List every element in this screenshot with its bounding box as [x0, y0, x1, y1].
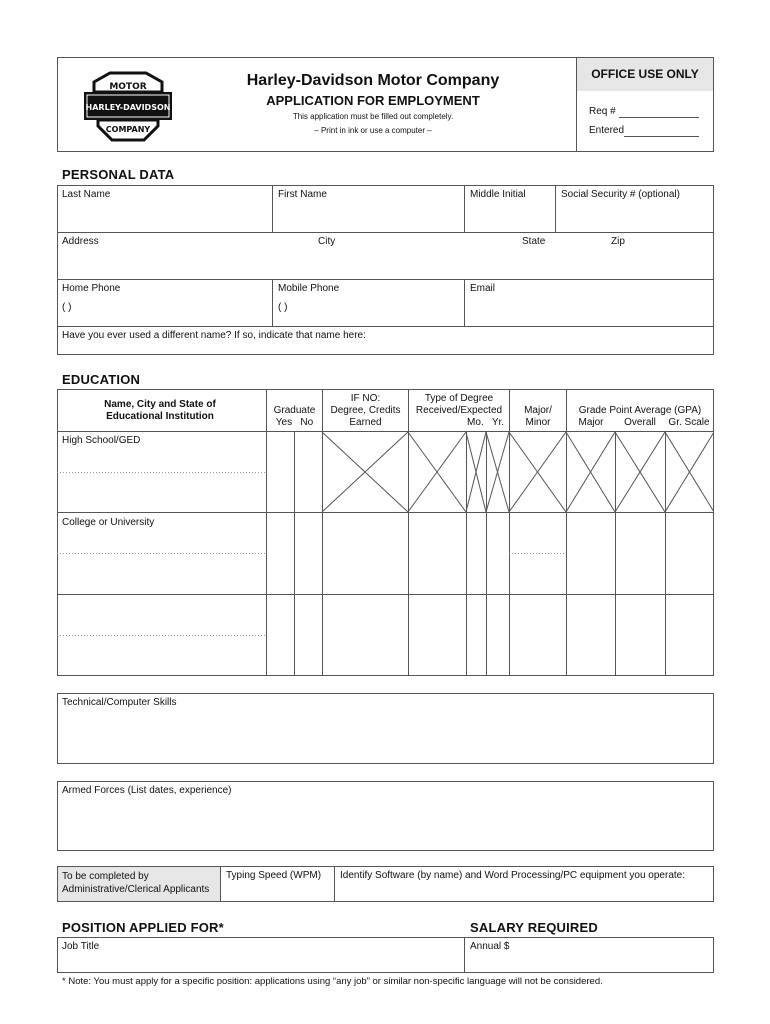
col-major-header-2: Minor — [525, 417, 551, 428]
col-ifno-header-2: Degree, Credits — [330, 405, 401, 416]
email-field[interactable] — [465, 280, 713, 325]
armed-forces-label: Armed Forces (List dates, experience) — [62, 785, 232, 796]
col-gpa-major-header: Major — [578, 417, 604, 428]
zip-label: Zip — [611, 236, 625, 247]
harley-davidson-logo — [80, 68, 176, 144]
state-label: State — [522, 236, 546, 247]
annual-salary-label: Annual $ — [470, 941, 510, 952]
job-title-field[interactable] — [58, 938, 463, 972]
col-degree-header-1: Type of Degree — [424, 393, 494, 404]
home-phone-area-code: ( ) — [62, 302, 72, 313]
entered-field[interactable] — [624, 136, 699, 137]
col-gpa-header: Grade Point Average (GPA) — [578, 405, 702, 416]
clerical-note: To be completed by Administrative/Clerical Applicants — [62, 871, 210, 895]
col-gpa-scale-header: Gr. Scale — [668, 417, 710, 428]
col-yes-no-header: Yes No — [275, 417, 314, 428]
mobile-phone-area-code: ( ) — [278, 302, 288, 313]
row-high-school-label: High School/GED — [62, 435, 141, 446]
first-name-label: First Name — [278, 189, 327, 200]
education-heading: EDUCATION — [62, 372, 141, 387]
ssn-label: Social Security # (optional) — [561, 189, 680, 200]
middle-initial-label: Middle Initial — [470, 189, 526, 200]
row-college-label: College or University — [62, 517, 155, 528]
col-graduate-header: Graduate — [273, 405, 316, 416]
other-name-label: Have you ever used a different name? If so, indicate that name here: — [62, 330, 366, 341]
col-gpa-overall-header: Overall — [624, 417, 656, 428]
last-name-label: Last Name — [62, 189, 111, 200]
position-footnote: * Note: You must apply for a specific position: applications using “any job” or similar non-specific language will not be considered. — [62, 976, 603, 987]
req-field[interactable] — [619, 117, 699, 118]
position-heading: POSITION APPLIED FOR* — [62, 920, 224, 935]
office-use-title: OFFICE USE ONLY — [591, 67, 699, 81]
home-phone-label: Home Phone — [62, 283, 121, 294]
typing-speed-label: Typing Speed (WPM) — [226, 870, 322, 881]
logo-text-bottom: COMPANY — [105, 125, 151, 134]
company-name: Harley-Davidson Motor Company — [246, 72, 500, 89]
col-institution-header: Name, City and State of Educational Institution — [104, 399, 216, 422]
technical-skills-label: Technical/Computer Skills — [62, 697, 177, 708]
col-degree-header-3: Mo. Yr. — [467, 417, 505, 428]
form-note-complete: This application must be filled out completely. — [292, 112, 454, 121]
education-grid[interactable] — [57, 389, 714, 676]
form-note-ink: – Print in ink or use a computer – — [314, 126, 432, 135]
address-label: Address — [62, 236, 99, 247]
salary-heading: SALARY REQUIRED — [470, 920, 598, 935]
logo-text-top: MOTOR — [109, 82, 147, 92]
email-label: Email — [470, 283, 496, 294]
col-ifno-header-1: IF NO: — [350, 393, 381, 404]
personal-data-heading: PERSONAL DATA — [62, 167, 175, 182]
entered-label: Entered — [589, 125, 625, 136]
software-label: Identify Software (by name) and Word Processing/PC equipment you operate: — [340, 870, 685, 881]
job-title-label: Job Title — [62, 941, 100, 952]
col-degree-header-2: Received/Expected — [415, 405, 503, 416]
logo-text-middle: HARLEY-DAVIDSON — [85, 103, 171, 112]
col-ifno-header-3: Earned — [349, 417, 382, 428]
mobile-phone-label: Mobile Phone — [278, 283, 340, 294]
col-major-header-1: Major/ — [524, 405, 552, 416]
req-label: Req # — [589, 106, 616, 117]
form-title: APPLICATION FOR EMPLOYMENT — [266, 93, 480, 108]
city-label: City — [318, 236, 336, 247]
